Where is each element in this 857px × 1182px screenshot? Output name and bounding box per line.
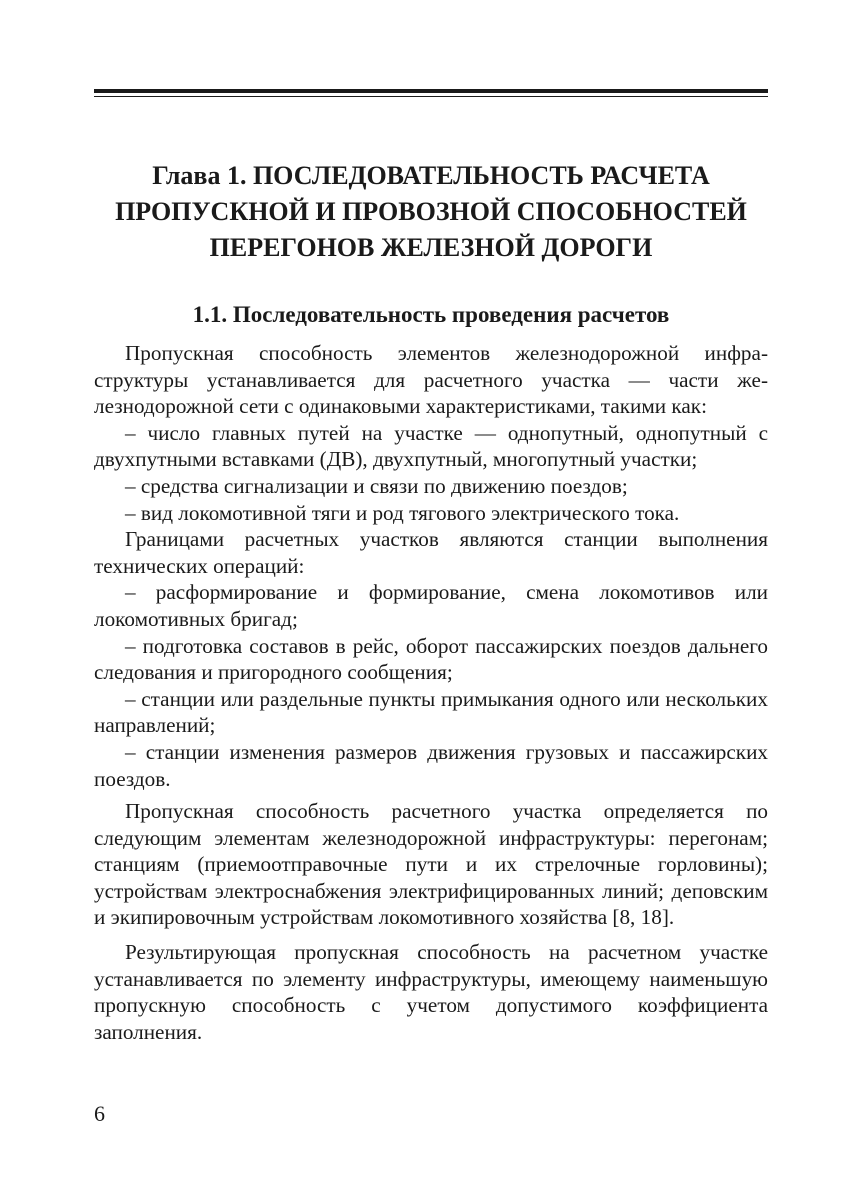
list-item-formation: – расформирование и формирование, смена локомотивов или локомотивных бригад;: [94, 580, 768, 631]
header-rule-thick: [94, 89, 768, 93]
chapter-title-line: ПРОПУСКНОЙ И ПРОВОЗНОЙ СПОСОБНОСТЕЙ: [115, 197, 747, 226]
list-item-junctions: – станции или раздельные пункты примыкания одного или нескольких направлений;: [94, 686, 768, 738]
list-item-main-tracks: – число главных путей на участке — однопутный, однопутный с двухпутными вставками (ДВ), двухпутный, многопутный участки;: [94, 420, 768, 472]
chapter-title-line: ПЕРЕГОНОВ ЖЕЛЕЗНОЙ ДОРОГИ: [209, 233, 653, 262]
paragraph-boundaries: Границами расчетных участков являются станции выполнения технических операций:: [94, 527, 768, 578]
paragraph-result: Результирующая пропускная способность на расчетном участке устанавливается по элементу инфраструктуры, имеющему наименьшую пропускную способность с учетом допустимого коэффициента заполнения.: [94, 940, 768, 1044]
paragraph-elements: Пропускная способность расчетного участка определяется по следующим элементам железнодорожной инфраструктуры: перегонам; станциям (приемоотправочные пути и их стрелочные горловины); устройствам электроснабжения электрифицированных линий; деповским и экипировочным устройствам локомотивного хозяйства [8, 18].: [94, 799, 768, 930]
paragraph-intro: Пропускная способность элементов железнодорожной инфраструктуры устанавливается для расчетного участка — части железнодорожной сети с одинаковыми характеристиками, такими как:: [94, 341, 768, 419]
header-rule-thin: [94, 96, 768, 97]
list-item-preparation: – подготовка составов в рейс, оборот пассажирских поездов дальнего следования и пригородного сообщения;: [94, 633, 768, 685]
list-item-signalling: – средства сигнализации и связи по движению поездов;: [125, 473, 628, 498]
section-title: 1.1. Последовательность проведения расчетов: [192, 302, 670, 327]
body-text: [94, 340, 768, 1045]
chapter-title-line: Глава 1. ПОСЛЕДОВАТЕЛЬНОСТЬ РАСЧЕТА: [152, 161, 710, 190]
chapter-title: [94, 158, 768, 266]
page-number: 6: [94, 1101, 105, 1126]
list-item-traction: – вид локомотивной тяги и род тягового электрического тока.: [125, 500, 680, 525]
list-item-traffic-change: – станции изменения размеров движения грузовых и пассажирских поездов.: [94, 739, 768, 791]
